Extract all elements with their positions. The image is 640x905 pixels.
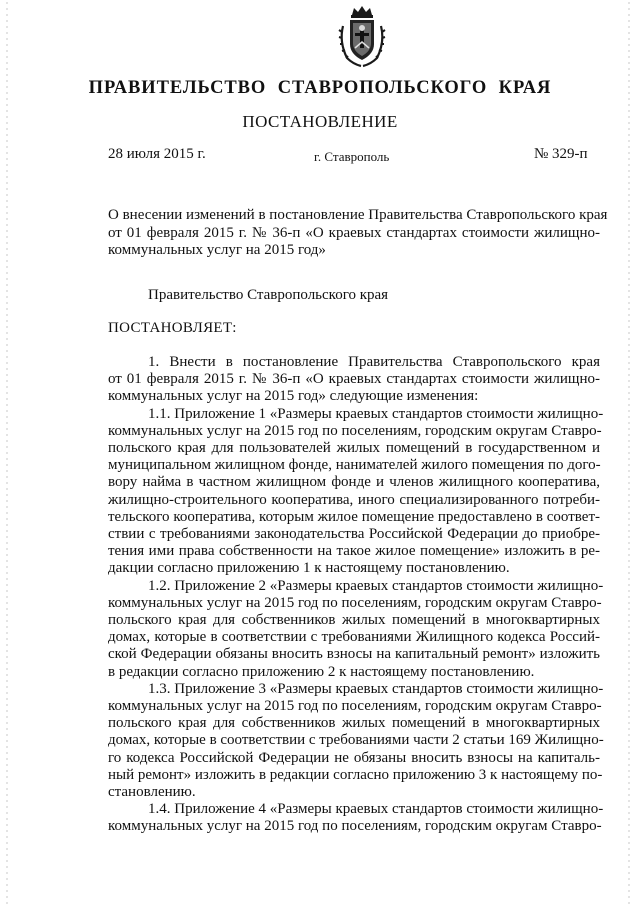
document-date: 28 июля 2015 г. xyxy=(108,146,206,162)
body-line: домах, которые в соответствии с требованиями Жилищного кодекса Россий- xyxy=(108,629,600,646)
body-line: польского края для собственников жилых помещений в многоквартирных xyxy=(108,715,600,732)
body-line: коммунальных услуг на 2015 год» следующие изменения: xyxy=(108,388,479,405)
body-line: ской Федерации обязаны вносить взносы на капитальный ремонт» изложить xyxy=(108,646,600,663)
body-line: го кодекса Российской Федерации не обязаны вносить взносы на капиталь- xyxy=(108,749,600,766)
body-line: тельского кооператива, которым жилое помещение предоставлено в соответ- xyxy=(108,508,600,525)
body-line: 1.4. Приложение 4 «Размеры краевых стандартов стоимости жилищно- xyxy=(148,801,604,818)
body-line: 1.3. Приложение 3 «Размеры краевых стандартов стоимости жилищно- xyxy=(148,680,604,697)
body-line: тения ими права собственности на такое жилое помещение» изложить в ре- xyxy=(108,543,600,560)
body-line: жилищно-строительного кооператива, иного специализированного потреби- xyxy=(108,491,600,508)
body-line: муниципальном жилищном фонде, нанимателей жилого помещения по дого- xyxy=(108,457,601,474)
scan-margin-right xyxy=(628,0,630,905)
body-line: ный ремонт» изложить в редакции согласно приложению 3 к настоящему по- xyxy=(108,766,603,783)
government-title: ПРАВИТЕЛЬСТВО СТАВРОПОЛЬСКОГО КРАЯ xyxy=(88,78,552,98)
body-line: в редакции согласно приложению 2 к настоящему постановлению. xyxy=(108,663,535,680)
document-body xyxy=(108,354,604,836)
document-number: № 329-п xyxy=(534,146,588,162)
resolves-heading: ПОСТАНОВЛЯЕТ: xyxy=(108,320,237,336)
body-line: коммунальных услуг на 2015 год по поселениям, городским округам Ставро- xyxy=(108,698,602,715)
body-line: польского края для пользователей жилых помещений в государственном и xyxy=(108,440,600,457)
scan-margin-left xyxy=(6,0,8,905)
body-line: 1. Внести в постановление Правительства Ставропольского края xyxy=(148,354,600,370)
document-type: ПОСТАНОВЛЕНИЕ xyxy=(242,112,398,131)
body-line: становлению. xyxy=(108,784,196,801)
coat-of-arms-icon xyxy=(337,6,387,68)
subject-line: от 01 февраля 2015 г. № 36-п «О краевых стандартах стоимости жилищно- xyxy=(108,224,600,241)
body-line: 1.1. Приложение 1 «Размеры краевых стандартов стоимости жилищно- xyxy=(148,405,604,422)
subject-line: О внесении изменений в постановление Правительства Ставропольского края xyxy=(108,207,608,223)
body-line: дакции согласно приложению 1 к настоящему постановлению. xyxy=(108,560,510,577)
body-line: коммунальных услуг на 2015 год по поселениям, городским округам Ставро- xyxy=(108,422,602,439)
body-line: польского края для собственников жилых помещений в многоквартирных xyxy=(108,612,600,629)
document-city: г. Ставрополь xyxy=(314,149,390,164)
body-line: от 01 февраля 2015 г. № 36-п «О краевых стандартах стоимости жилищно- xyxy=(108,371,600,388)
body-line: коммунальных услуг на 2015 год по поселениям, городским округам Ставро- xyxy=(108,818,602,835)
document-subject xyxy=(108,207,608,260)
body-line: вору найма в частном жилищном фонде и членов жилищного кооператива, xyxy=(108,474,600,491)
subject-line: коммунальных услуг на 2015 год» xyxy=(108,242,326,258)
body-line: домах, которые в соответствии с требованиями части 2 статьи 169 Жилищно- xyxy=(108,732,604,749)
issuer-line: Правительство Ставропольского края xyxy=(148,287,389,303)
body-line: ствии с требованиями законодательства Российской Федерации до приобре- xyxy=(108,526,600,543)
body-line: 1.2. Приложение 2 «Размеры краевых стандартов стоимости жилищно- xyxy=(148,577,604,594)
body-line: коммунальных услуг на 2015 год по поселениям, городским округам Ставро- xyxy=(108,594,602,611)
